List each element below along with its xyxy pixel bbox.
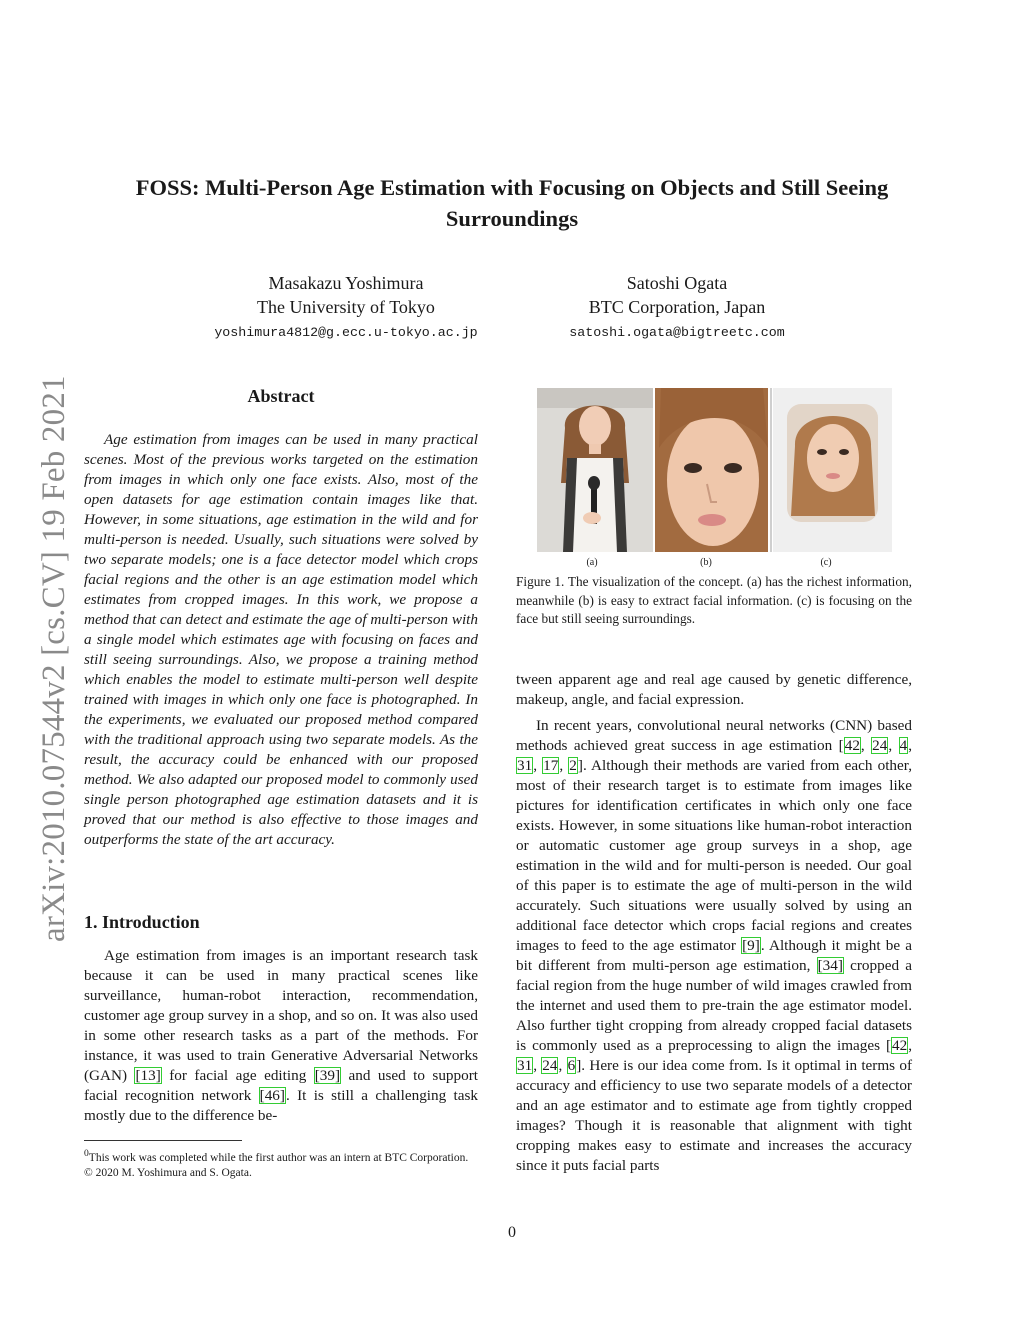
author-name: Masakazu Yoshimura [268, 273, 424, 293]
intro-text [84, 946, 478, 1126]
citation-link[interactable]: 24 [872, 737, 888, 754]
author-email[interactable]: yoshimura4812@g.ecc.u-tokyo.ac.jp [214, 325, 478, 340]
paragraph-cnn: In recent years, convolutional neural networks (CNN) based methods achieved great success in age estimation [42, 24, 4, 31, 17, 2]. Although their methods are varied from each other, most of their research target is to estimate from images like pictures for identification certificates in which only one face exists. However, in some situations like human-robot interaction or automatic customer age group surveys in a shop, age estimation in the wild and for multi-person is needed. Our goal of this paper is to estimate the age of multi-person in the wild accurately. Such situations were usually solved by using an additional face detector which crops facial regions and creates images to feed to the age estimator [9]. Although it might be a bit different from multi-person age estimation, [34] cropped a facial region from the huge number of wild images crawled from the internet and used them to pre-train the age estimator model. Also further tight cropping from already cropped facial datasets is commonly used as a preprocessing to align the images [42, 31, 24, 6]. Here is our idea come from. Is it optimal in terms of accuracy and efficiency to use two separate models of a detector and an age estimator and to estimate age from tightly cropped images? Though it is reasonable that alignment with tight cropping makes easy to estimate and increases the accuracy since it puts facial parts [516, 717, 913, 1174]
citation-link[interactable]: 2 [569, 757, 577, 774]
citation-link[interactable]: 31 [517, 1057, 533, 1074]
paragraph-continued: tween apparent age and real age caused by genetic difference, makeup, angle, and facial expression. [516, 671, 912, 708]
abstract-paragraph: Age estimation from images can be used in many practical scenes. Most of the previous works targeted on the estimation from images in which only one face exists. Also, most of the open datasets for age estimation contain images like that. However, in some situations, age estimation in the wild and for multi-person is needed. Usually, such situations were solved by two separate models; one is a face detector model which crops facial regions and the other is an age estimation model which estimates from cropped images. In this work, we propose a method that can detect and estimate the age of multi-person with a single model which estimates age with focusing on faces and still seeing surroundings. Also, we propose a training method which enables the model to estimate multi-person well despite trained with images in which only one face is photographed. In the experiments, we evaluated our proposed method compared with the traditional approach using two separate models. As the result, the accuracy could be enhanced with our proposed method. We also adapted our proposed model to commonly used single person photographed age estimation datasets and it is proved that our method is also effective to those images and outperforms the state of the art accuracy. [84, 431, 478, 848]
citation-link[interactable]: 24 [542, 1057, 558, 1074]
arxiv-stamp: arXiv:2010.07544v2 [cs.CV] 19 Feb 2021 [36, 375, 72, 942]
author-block-2 [527, 271, 827, 340]
figure-caption: Figure 1. The visualization of the concept. (a) has the richest information, meanwhile (b) is easy to extract facial information. (c) is focusing on the face but still seeing surroundings. [516, 574, 912, 626]
citation-link[interactable]: 31 [517, 757, 533, 774]
face-photo-focused [773, 388, 892, 552]
face-photo-cropped [655, 388, 768, 552]
abstract-heading: Abstract [247, 386, 315, 406]
citation-link[interactable]: [13] [135, 1067, 161, 1084]
figure-label-c: (c) [820, 557, 832, 568]
citation-link[interactable]: [46] [259, 1087, 285, 1104]
citation-link[interactable]: 17 [543, 757, 559, 774]
intro-paragraph: Age estimation from images is an important research task because it can be used in many practical scenes like surveillance, human-robot interaction, recommendation, customer age group survey in a shop, and so on. It was also used in some other research tasks as a part of the methods. For instance, it was used to train Generative Adversarial Networks (GAN) [13] for facial age editing [39] and used to support facial recognition network [46]. It is still a challenging task mostly due to the difference be- [84, 947, 478, 1124]
citation-link[interactable]: [39] [314, 1067, 341, 1084]
person-photo-full [537, 388, 653, 552]
citation-link[interactable]: 4 [899, 737, 908, 754]
footnote-rule [84, 1140, 242, 1141]
figure-divider [770, 388, 772, 552]
copyright-notice: © 2020 M. Yoshimura and S. Ogata. [84, 1167, 252, 1180]
title-line-2: Surroundings [445, 206, 579, 231]
citation-link[interactable]: 42 [844, 737, 860, 754]
author-affiliation: BTC Corporation, Japan [588, 297, 766, 317]
figure-panel-a [537, 388, 653, 552]
author-affiliation: The University of Tokyo [257, 297, 435, 317]
author-email[interactable]: satoshi.ogata@bigtreetc.com [569, 325, 785, 340]
author-block-1 [176, 271, 516, 340]
figure-panel-b [655, 388, 768, 552]
figure-panel-c [773, 388, 892, 552]
page-number: 0 [508, 1224, 516, 1241]
right-column-text [516, 670, 912, 1176]
citation-link[interactable]: [9] [742, 937, 760, 954]
footnote-text: $^0$This work was completed while the first author was an intern at BTC Corporation. [84, 1148, 469, 1164]
title-line-1: FOSS: Multi-Person Age Estimation with Focusing on Objects and Still Seeing [135, 175, 889, 200]
figure-label-b: (b) [700, 557, 712, 568]
citation-link[interactable]: 42 [892, 1037, 908, 1054]
author-name: Satoshi Ogata [626, 273, 728, 293]
footnote-mark: 0 [84, 1148, 89, 1159]
paper-title [60, 172, 964, 234]
footnote [84, 1146, 478, 1182]
citation-link[interactable]: 6 [567, 1057, 576, 1074]
section-heading-introduction: 1. Introduction [84, 912, 200, 932]
citation-link[interactable]: [34] [817, 957, 843, 974]
figure-label-a: (a) [586, 557, 598, 568]
abstract-text [84, 430, 478, 850]
